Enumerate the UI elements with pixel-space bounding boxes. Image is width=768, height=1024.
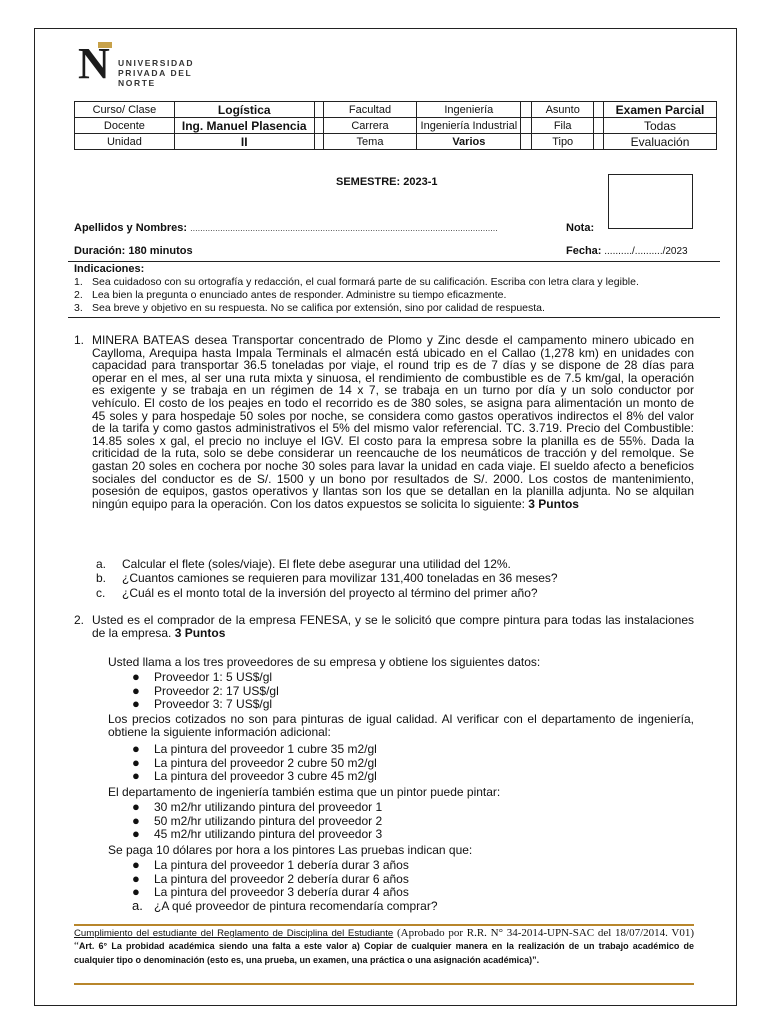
- list-item: [132, 756, 377, 770]
- unidad-label: Unidad: [75, 134, 175, 150]
- question-1-body: MINERA BATEAS desea Transportar concentrado de Plomo y Zinc desde el campamento minero ubicado en Caylloma, Arequipa hasta Impala Terminals el almacén está ubicado en el Callao (1,278 km) en unidades con capacidad para transportar 36.5 toneladas por viaje, el round trip es de 7 días y se dispone de 28 días para operar en el mes, al ser una ruta mixta y sinuosa, el rendimiento de combustible es de 7.5 km/gal, la operación es exigente y se trabaja en un régimen de 14 x 7, se trabaja en un turno por día y un solo conductor por vehículo. El costo de los peajes en todo el recorrido es de 380 soles, se asigna para alimentación un monto de 45 soles y para hospedaje 50 soles por noche, se considera como gastos operativos indirectos el 8% del valor de la tarifa y como gastos administrativos el 5% del mismo valor referencial. TC. 3.719. Precio del Combustible: 14.85 soles x gal, el precio no incluye el IGV. El costo para la empresa sobre la planilla es de 55%. Dada la criticidad de la ruta, solo se debe considerar un reencauche de los neumáticos de tracción y del remolque. Se gastan 20 soles en cochera por noche 30 soles para lavar la unidad en cada viaje. El sueldo afecto a beneficios sociales del conductor es de S/. 1500 y un bono por resultados de S/. 2000. Los costos de mantenimiento, posesión de equipos, gastos operativos y llantas son los que se detallan en la planilla adjunta. No se alquilan ningún equipo para la operación. Con los datos expuestos se solicita lo siguiente:: [92, 333, 694, 511]
- bullet-icon: ●: [132, 826, 140, 842]
- spacer-cell: [594, 118, 604, 134]
- divider: [68, 261, 720, 262]
- list-item: [132, 800, 382, 814]
- facultad-value: Ingeniería: [417, 102, 521, 118]
- item-number: 2.: [74, 289, 83, 301]
- coverage-list: [132, 742, 377, 783]
- tipo-value: Evaluación: [604, 134, 717, 150]
- list-item: [132, 769, 377, 783]
- item-text: ¿Cuantos camiones se requieren para movilizar 131,400 toneladas en 36 meses?: [122, 571, 558, 586]
- docente-value: Ing. Manuel Plasencia: [174, 118, 314, 134]
- list-item: [96, 586, 696, 600]
- name-blank[interactable]: ...........................................................................................................................: [190, 223, 498, 233]
- bullet-icon: ●: [132, 884, 140, 900]
- item-number: 1.: [74, 276, 83, 288]
- footer-underlined: Cumplimiento del estudiante del Reglamento de Disciplina del Estudiante: [74, 928, 394, 939]
- item-text: Proveedor 1: 5 US$/gl: [154, 670, 273, 684]
- duration: Duración: 180 minutos: [74, 245, 193, 257]
- carrera-label: Carrera: [323, 118, 417, 134]
- item-text: La pintura del proveedor 3 debería durar 4 años: [154, 885, 409, 900]
- footer-article: Art. 6° La probidad académica siendo una falta a este valor a) Copiar de cualquier manera en la realización de un trabajo académico de cualquier tipo o denominación (esto es, una prueba, un examen, una práctica o una asignación académica)”.: [74, 941, 694, 965]
- list-item: [132, 872, 438, 886]
- question-1-subitems: [96, 557, 696, 600]
- item-text: La pintura del proveedor 2 debería durar 6 años: [154, 871, 409, 886]
- item-letter: a.: [132, 898, 143, 914]
- item-text: Proveedor 3: 7 US$/gl: [154, 697, 273, 712]
- item-letter: c.: [96, 585, 106, 600]
- list-item: [132, 684, 279, 698]
- spacer-cell: [594, 134, 604, 150]
- question-2-text: [92, 614, 694, 639]
- question-2-para3: El departamento de ingeniería también estima que un pintor puede pintar:: [108, 785, 501, 799]
- table-row: [75, 118, 717, 134]
- date-blank[interactable]: ........../........../2023: [601, 246, 688, 257]
- bullet-icon: ●: [132, 754, 140, 770]
- item-text: Lea bien la pregunta o enunciado antes de responder. Administre su tiempo eficazmente.: [92, 289, 507, 301]
- tema-label: Tema: [323, 134, 417, 150]
- fila-value: Todas: [604, 118, 717, 134]
- unidad-value: II: [174, 134, 314, 150]
- list-item: [74, 289, 714, 302]
- instructions-list: [74, 276, 714, 315]
- item-text: ¿A qué proveedor de pintura recomendaría comprar?: [154, 899, 438, 914]
- tipo-label: Tipo: [532, 134, 594, 150]
- logo-text: [118, 58, 228, 88]
- list-item: [96, 557, 696, 571]
- list-item: [96, 571, 696, 585]
- spacer-cell: [521, 134, 532, 150]
- course-info-table: [74, 101, 717, 150]
- footer-regulation: (Aprobado por R.R. N° 34-2014-UPN-SAC del 18/07/2014. V01) “: [74, 927, 695, 953]
- logo-line2: PRIVADA DEL NORTE: [118, 68, 193, 88]
- spacer-cell: [521, 102, 532, 118]
- bullet-icon: ●: [132, 682, 140, 698]
- durations-list: [132, 858, 438, 913]
- question-2-intro: Usted llama a los tres proveedores de su empresa y obtiene los siguientes datos:: [108, 655, 541, 669]
- list-item: [74, 276, 714, 289]
- bullet-icon: ●: [132, 741, 140, 756]
- bullet-icon: ●: [132, 799, 140, 814]
- logo-mark: N: [78, 39, 108, 88]
- question-2-body: Usted es el comprador de la empresa FENESA, y se le solicitó que compre pintura para todas las instalaciones de la empresa.: [92, 613, 694, 640]
- tema-value: Varios: [417, 134, 521, 150]
- question-1-text: [92, 334, 694, 510]
- bullet-icon: ●: [132, 870, 140, 886]
- item-text: 30 m2/hr utilizando pintura del proveedor 1: [154, 800, 383, 814]
- name-label: Apellidos y Nombres:: [74, 222, 188, 234]
- table-row: [75, 102, 717, 118]
- name-line: [74, 222, 498, 234]
- rates-list: [132, 800, 382, 841]
- question-1-number: 1.: [74, 333, 85, 347]
- asunto-label: Asunto: [532, 102, 594, 118]
- logo-line1: UNIVERSIDAD: [118, 58, 195, 68]
- curso-label: Curso/ Clase: [75, 102, 175, 118]
- list-item: [74, 302, 714, 315]
- list-item: [132, 697, 279, 711]
- spacer-cell: [594, 102, 604, 118]
- spacer-cell: [314, 118, 323, 134]
- university-logo: [78, 39, 228, 88]
- item-text: Proveedor 2: 17 US$/gl: [154, 683, 279, 698]
- item-number: 3.: [74, 302, 83, 314]
- date-label: Fecha:: [566, 245, 602, 257]
- bullet-icon: ●: [132, 696, 140, 712]
- footer-rule-top: [74, 924, 694, 926]
- list-item: [132, 670, 279, 684]
- item-text: La pintura del proveedor 1 cubre 35 m2/gl: [154, 742, 377, 756]
- semester: SEMESTRE: 2023-1: [336, 176, 438, 188]
- question-2-para2: Los precios cotizados no son para pinturas de igual calidad. Al verificar con el departamento de ingeniería, obtiene la siguiente información adicional:: [108, 712, 694, 739]
- item-text: 45 m2/hr utilizando pintura del proveedor 3: [154, 827, 383, 842]
- list-item: [132, 858, 438, 872]
- question-2-number: 2.: [74, 613, 85, 627]
- item-text: La pintura del proveedor 1 debería durar 3 años: [154, 858, 409, 872]
- item-text: Sea cuidadoso con su ortografía y redacción, el cual formará parte de su calificación. Escriba con letra clara y legible.: [92, 276, 639, 288]
- item-text: ¿Cuál es el monto total de la inversión del proyecto al término del primer año?: [122, 585, 538, 600]
- spacer-cell: [521, 118, 532, 134]
- item-text: Calcular el flete (soles/viaje). El flete debe asegurar una utilidad del 12%.: [122, 557, 511, 571]
- list-item: [132, 814, 382, 828]
- footer-disclaimer: [74, 927, 694, 967]
- carrera-value: Ingeniería Industrial: [417, 118, 521, 134]
- nota-label: Nota:: [566, 222, 595, 234]
- list-item: [132, 827, 382, 841]
- item-letter: a.: [96, 557, 107, 571]
- item-text: Sea breve y objetivo en su respuesta. No se califica por extensión, sino por calidad de respuesta.: [92, 302, 545, 314]
- list-item: [132, 899, 438, 913]
- curso-value: Logística: [174, 102, 314, 118]
- question-2-para4: Se paga 10 dólares por hora a los pintores Las pruebas indican que:: [108, 843, 473, 857]
- facultad-label: Facultad: [323, 102, 417, 118]
- asunto-value: Examen Parcial: [604, 102, 717, 118]
- date-line: [566, 245, 688, 257]
- item-text: 50 m2/hr utilizando pintura del proveedor 2: [154, 813, 383, 828]
- bullet-icon: ●: [132, 812, 140, 828]
- table-row: [75, 134, 717, 150]
- list-item: [132, 885, 438, 899]
- grade-box: [608, 174, 693, 229]
- divider: [68, 317, 720, 318]
- item-letter: b.: [96, 571, 107, 586]
- bullet-icon: ●: [132, 857, 140, 872]
- question-2-points: 3 Puntos: [174, 625, 226, 640]
- spacer-cell: [314, 102, 323, 118]
- list-item: [132, 742, 377, 756]
- price-list: [132, 670, 279, 711]
- bullet-icon: ●: [132, 669, 140, 684]
- spacer-cell: [314, 134, 323, 150]
- footer-rule-bottom: [74, 983, 694, 985]
- question-1-points: 3 Puntos: [528, 496, 579, 511]
- docente-label: Docente: [75, 118, 175, 134]
- item-text: La pintura del proveedor 2 cubre 50 m2/gl: [154, 755, 377, 770]
- bullet-icon: ●: [132, 768, 140, 784]
- fila-label: Fila: [532, 118, 594, 134]
- instructions-title: Indicaciones:: [74, 263, 145, 275]
- item-text: La pintura del proveedor 3 cubre 45 m2/gl: [154, 769, 377, 784]
